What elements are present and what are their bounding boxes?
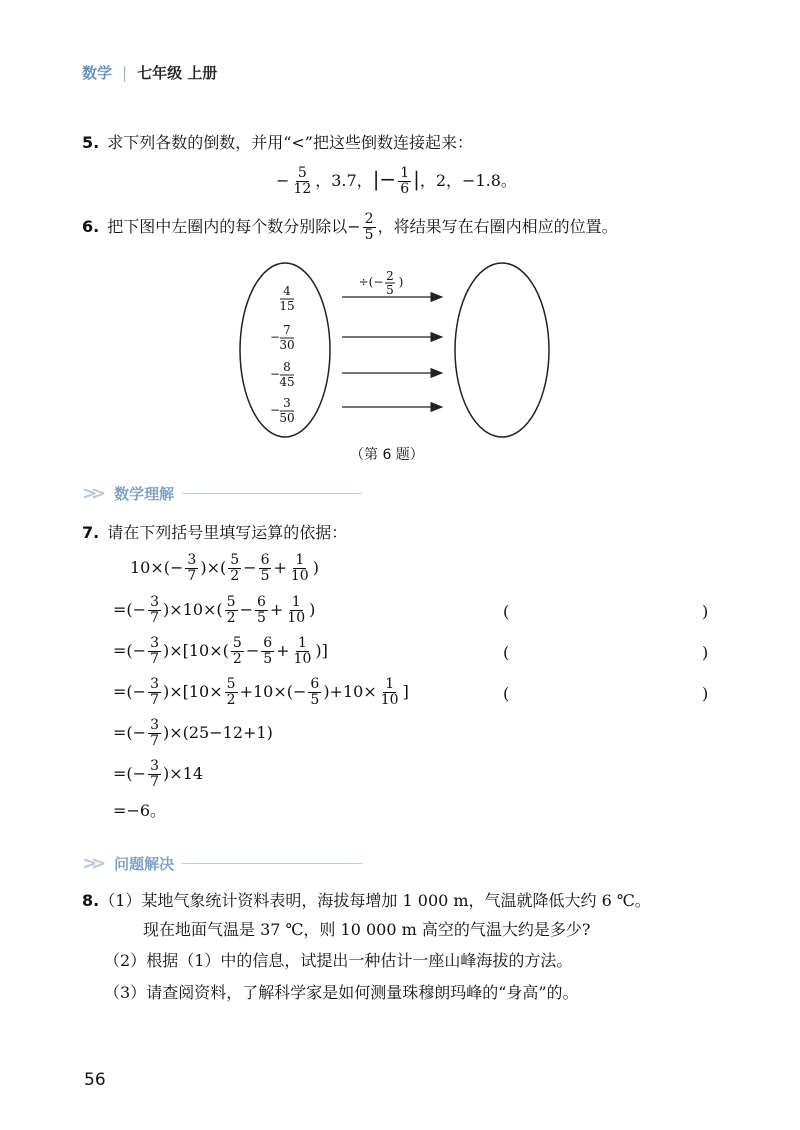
section-chevron-icon: >> xyxy=(82,483,101,504)
section-divider xyxy=(182,493,362,494)
q5-tail: ，2，−1.8。 xyxy=(419,171,517,190)
question-8-part-2 xyxy=(104,950,572,972)
answer-blank-2-close: ) xyxy=(702,643,709,662)
left-item-3-numerator: 8 xyxy=(283,360,291,374)
operation-prefix: ÷(− xyxy=(358,275,384,289)
left-item-2-numerator: 7 xyxy=(283,323,291,337)
left-item-4-denominator: 50 xyxy=(279,411,295,425)
question-6-text-before: 把下图中左圈内的每个数分别除以 xyxy=(107,217,348,236)
question-6-number: 6. xyxy=(82,217,100,236)
question-6-text-after: ，将结果写在右圈内相应的位置。 xyxy=(377,217,618,236)
operation-denominator: 5 xyxy=(386,283,394,297)
page-number: 56 xyxy=(84,1070,106,1090)
answer-blank-1-close: ) xyxy=(702,602,709,621)
left-item-2-denominator: 30 xyxy=(279,338,295,352)
left-item-2-sign: − xyxy=(269,330,281,344)
q8-part-3-label: （3） xyxy=(104,983,147,1002)
question-7 xyxy=(82,522,347,544)
question-5-number: 5. xyxy=(82,133,100,152)
answer-blank-3-close: ) xyxy=(702,684,709,703)
question-8-number: 8. xyxy=(82,891,100,910)
question-6 xyxy=(82,212,618,243)
q5-fraction-a: $\frac{5}{12}$ xyxy=(293,165,312,197)
left-item-4-sign: − xyxy=(269,403,281,417)
q8-part-2-text: 根据（1）中的信息，试提出一种估计一座山峰海拔的方法。 xyxy=(146,951,573,970)
question-5 xyxy=(82,132,473,154)
section-chevron-icon: >> xyxy=(82,853,101,874)
q5-separator-1: ，3.7， xyxy=(315,171,373,190)
q8-part-1-line-2: 现在地面气温是 37 ℃，则 10 000 m 高空的气温大约是多少? xyxy=(143,920,591,939)
question-7-text: 请在下列括号里填写运算的依据： xyxy=(107,523,348,542)
q8-part-1-line-1: 某地气象统计资料表明，海拔每增加 1 000 m，气温就降低大约 6 ℃。 xyxy=(141,891,651,910)
answer-blank-2-open[interactable]: ( xyxy=(503,643,510,662)
operation-suffix: ) xyxy=(398,275,404,289)
question-8-part-1 xyxy=(82,890,651,912)
q5-sign-a: − xyxy=(276,171,290,190)
section-title: 问题解决 xyxy=(114,855,175,873)
q7-step-1: =(− $\frac{3}{7}$ )×10×( $\frac{5}{2}$ − $\frac{6}{5}$ + $\frac{1}{10}$ ) xyxy=(113,594,316,626)
question-7-number: 7. xyxy=(82,523,100,542)
q5-fraction-b: $\frac{1}{6}$ xyxy=(400,165,410,197)
q7-step-4: =(− $\frac{3}{7}$ )×(25−12+1) xyxy=(113,717,273,749)
q5-abs-right: | xyxy=(413,167,420,191)
answer-blank-1-open[interactable]: ( xyxy=(503,602,510,621)
operation-numerator: 2 xyxy=(386,269,394,283)
q8-part-2-label: （2） xyxy=(104,951,147,970)
left-item-1-numerator: 4 xyxy=(283,284,291,298)
section-header-problem-solving xyxy=(82,853,362,874)
running-header xyxy=(82,62,217,83)
q8-part-3-text: 请查阅资料，了解科学家是如何测量珠穆朗玛峰的“身高”的。 xyxy=(146,983,579,1002)
q7-step-0: 10×(− $\frac{3}{7}$ )×( $\frac{5}{2}$ − $\frac{6}{5}$ + $\frac{1}{10}$ ) xyxy=(130,552,319,584)
question-5-text: 求下列各数的倒数，并用“<”把这些倒数连接起来： xyxy=(107,133,473,152)
q7-step-6: =−6。 xyxy=(113,801,166,820)
question-6-div-sign: − xyxy=(347,217,361,236)
q7-step-3: =(− $\frac{3}{7}$ )×[10× $\frac{5}{2}$ +10×(− $\frac{6}{5}$ )+10× $\frac{1}{10}$ ] xyxy=(113,676,409,708)
left-item-3-sign: − xyxy=(269,367,281,381)
left-item-4-numerator: 3 xyxy=(283,396,291,410)
q7-step-5: =(− $\frac{3}{7}$ )×14 xyxy=(113,758,203,790)
header-subject: 数学 xyxy=(82,64,113,82)
section-title: 数学理解 xyxy=(114,485,175,503)
q5-abs-left: |− xyxy=(372,167,397,191)
section-divider xyxy=(182,863,362,864)
left-item-1-denominator: 15 xyxy=(279,299,295,313)
answer-blank-3-open[interactable]: ( xyxy=(503,684,510,703)
section-header-understanding xyxy=(82,483,362,504)
question-6-divisor-fraction: $\frac{2}{5}$ xyxy=(364,211,374,243)
question-6-diagram xyxy=(230,255,560,445)
q7-step-2: =(− $\frac{3}{7}$ )×[10×( $\frac{5}{2}$ − $\frac{6}{5}$ + $\frac{1}{10}$ )] xyxy=(113,635,328,667)
question-5-number-list xyxy=(276,166,517,197)
header-separator: | xyxy=(122,64,128,82)
q8-part-1-label: （1） xyxy=(99,891,142,910)
left-item-3-denominator: 45 xyxy=(279,375,295,389)
question-8-part-3 xyxy=(104,982,579,1004)
header-grade: 七年级 上册 xyxy=(137,64,218,82)
figure-caption: （第 6 题） xyxy=(350,447,424,463)
right-ellipse xyxy=(455,263,549,437)
